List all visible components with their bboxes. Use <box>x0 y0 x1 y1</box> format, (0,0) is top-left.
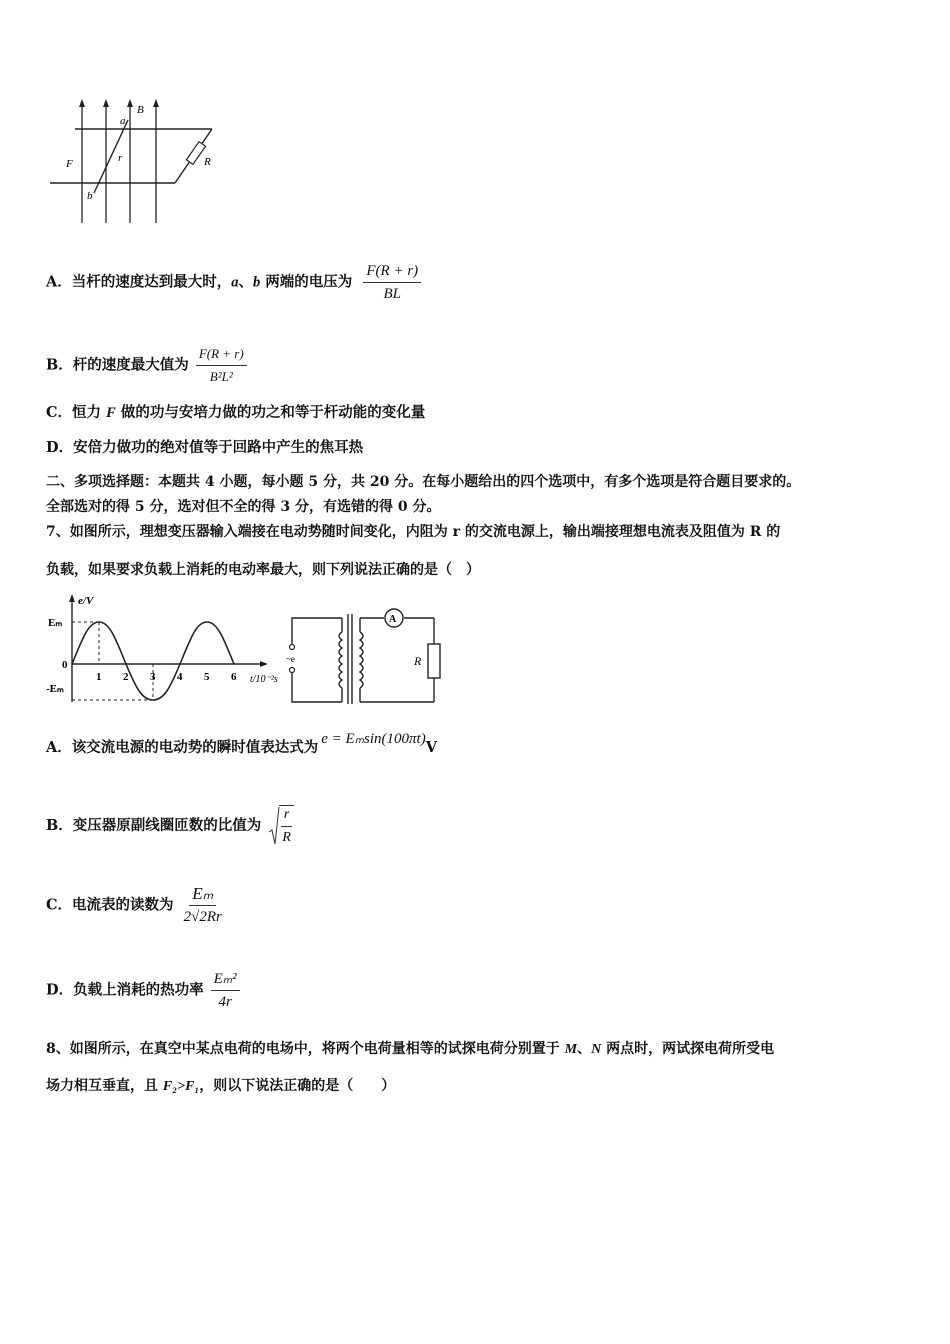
q6-option-c-prefix: C．恒力 <box>46 404 107 421</box>
q6-option-d-text: D．安倍力做功的绝对值等于回路中产生的焦耳热 <box>46 439 364 456</box>
var-b: b <box>253 274 261 291</box>
label-b: b <box>87 190 93 202</box>
x-tick-label: 4 <box>177 671 183 683</box>
q6-option-b <box>46 345 249 386</box>
label-F: F <box>66 158 73 170</box>
label-r: r <box>118 152 123 164</box>
q6-option-b-fraction <box>196 345 247 386</box>
label-R: R <box>204 156 211 168</box>
x-tick-label: 1 <box>96 671 102 683</box>
fraction-denominator: R <box>282 830 291 845</box>
q6-option-c <box>46 403 425 423</box>
q6-option-a <box>46 262 423 303</box>
q8-stem-line2 <box>46 1076 395 1097</box>
q7-option-b <box>46 805 296 847</box>
force-relation: F₂>F₁ <box>162 1079 200 1094</box>
label-B: B <box>137 104 144 116</box>
section2-line2: 全部选对的得 5 分，选对但不全的得 3 分，有选错的得 0 分。 <box>46 499 441 515</box>
q7-option-d-fraction <box>211 970 240 1011</box>
em-label: Eₘ <box>48 617 63 629</box>
var-a: a <box>231 274 239 291</box>
point-M: M <box>564 1042 578 1057</box>
load-resistor-label: R <box>414 654 422 668</box>
q7-option-c-fraction <box>181 885 225 926</box>
x-tick-label: 3 <box>150 671 156 683</box>
fraction-denominator: 2√2Rr <box>183 909 222 925</box>
unit-v: V <box>425 739 437 756</box>
source-label: ~e <box>286 654 295 664</box>
q6-option-b-text: B．杆的速度最大值为 <box>46 356 189 374</box>
x-tick-label: 2 <box>123 671 129 683</box>
q6-option-a-prefix: A．当杆的速度达到最大时， <box>46 273 232 291</box>
q7-stem-line1: 7、如图所示，理想变压器输入端接在电动势随时间变化，内阻为 r 的交流电源上，输出端接理想电流表及阻值为 R 的 <box>46 524 781 540</box>
q8-stem-line1 <box>46 1039 774 1060</box>
fraction-numerator: F(R + r) <box>196 345 247 366</box>
fraction-numerator: F(R + r) <box>363 262 421 283</box>
q6-option-a-suffix: 两端的电压为 <box>260 273 353 291</box>
zero-label: 0 <box>62 659 68 671</box>
q7-figure <box>42 592 447 710</box>
q7-option-a <box>46 731 437 758</box>
q7-option-b-text: B．变压器原副线圈匝数的比值为 <box>46 817 262 834</box>
q7-stem-line2: 负载，如果要求负载上消耗的电动率最大，则下列说法正确的是（ ） <box>46 562 480 578</box>
section2-line1: 二、多项选择题：本题共 4 小题，每小题 5 分，共 20 分。在每小题给出的四个选项中，有多个选项是符合题目要求的。 <box>46 474 801 490</box>
q6-option-c-suffix: 做的功与安培力做的功之和等于杆动能的变化量 <box>115 404 426 421</box>
q7-option-c-text: C．电流表的读数为 <box>46 896 174 914</box>
ammeter-label: A <box>389 614 397 625</box>
fraction-numerator: Eₘ <box>189 885 216 906</box>
q6-option-a-fraction <box>363 262 421 303</box>
fraction-denominator: 4r <box>218 994 232 1010</box>
emf-formula: e = Eₘsin(100πt) <box>321 731 426 747</box>
q8-line2-prefix: 场力相互垂直，且 <box>46 1078 163 1094</box>
fraction-numerator: r <box>281 806 292 827</box>
label-a: a <box>120 115 126 127</box>
q7-option-c <box>46 885 227 926</box>
x-axis-label: t/10⁻²s <box>250 674 278 685</box>
q7-option-b-fraction <box>279 805 294 847</box>
fraction-numerator: Eₘ² <box>211 970 240 991</box>
rail-figure <box>40 95 230 230</box>
x-tick-label: 5 <box>204 671 210 683</box>
q8-line1-suffix: 两点时，两试探电荷所受电 <box>601 1041 775 1057</box>
q7-option-d-text: D．负载上消耗的热功率 <box>46 981 204 999</box>
q6-option-d <box>46 438 363 458</box>
fraction-denominator: BL <box>383 286 402 302</box>
sqrt-symbol <box>268 805 296 847</box>
y-axis-label: e/V <box>78 595 94 607</box>
q8-line1-prefix: 8、如图所示，在真空中某点电荷的电场中，将两个电荷量相等的试探电荷分别置于 <box>46 1041 565 1057</box>
q7-option-d <box>46 970 242 1011</box>
q8-line2-suffix: ，则以下说法正确的是（ ） <box>199 1078 396 1094</box>
q7-option-a-text: A．该交流电源的电动势的瞬时值表达式为 <box>46 739 319 756</box>
x-tick-label: 6 <box>231 671 237 683</box>
q8-sep: 、 <box>577 1041 592 1057</box>
var-F: F <box>106 405 116 421</box>
neg-em-label: -Eₘ <box>46 683 64 695</box>
q6-option-a-sep: 、 <box>238 273 253 291</box>
fraction-denominator: B²L² <box>209 369 233 384</box>
point-N: N <box>591 1042 602 1057</box>
